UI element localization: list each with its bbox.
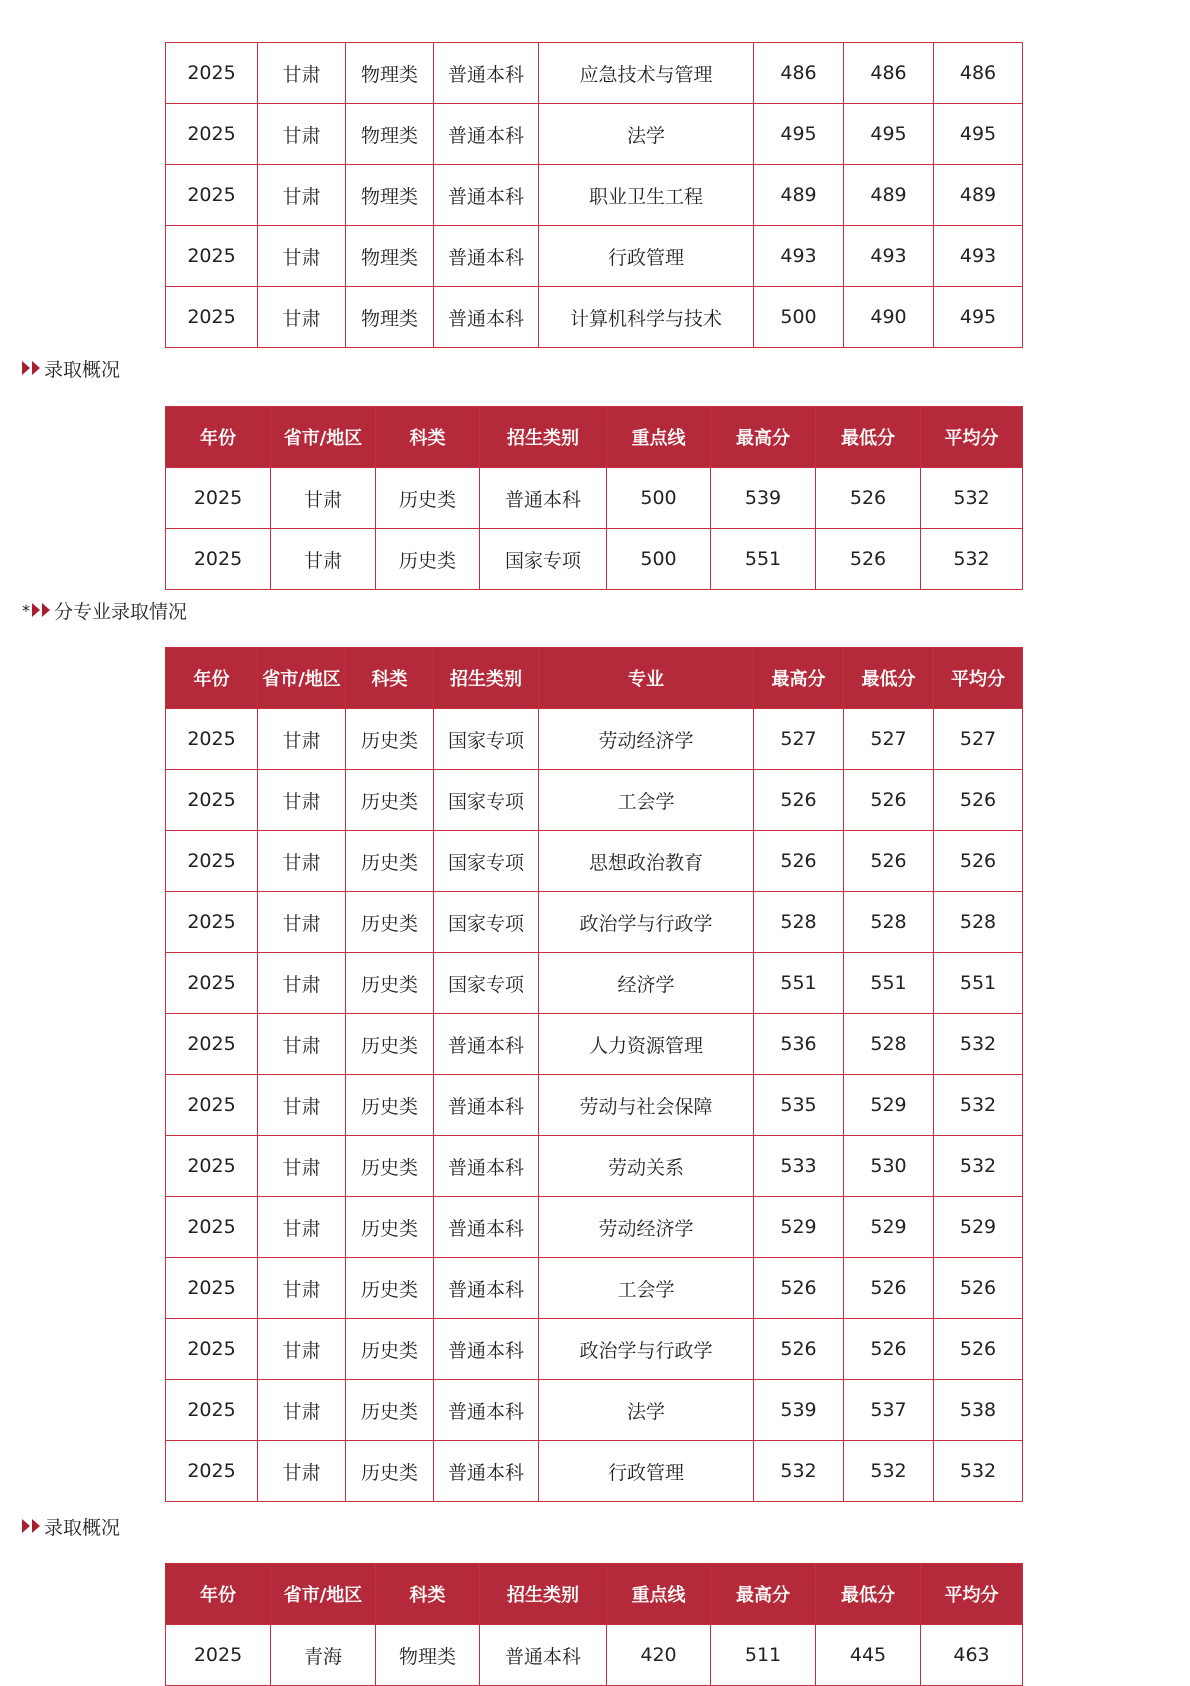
table-cell: 500 (607, 468, 711, 529)
section-heading-admission-overview-2 (22, 1513, 120, 1539)
table-cell: 甘肃 (258, 892, 346, 953)
table-row (166, 1136, 1023, 1197)
table-row (166, 529, 1023, 590)
table-cell: 甘肃 (258, 104, 346, 165)
table-cell: 行政管理 (539, 226, 754, 287)
table-cell: 甘肃 (258, 43, 346, 104)
table-cell: 国家专项 (434, 831, 539, 892)
table-cell: 535 (754, 1075, 844, 1136)
column-header: 重点线 (607, 407, 711, 468)
table-cell: 历史类 (346, 1380, 434, 1441)
table-cell: 486 (934, 43, 1023, 104)
table-cell: 国家专项 (434, 892, 539, 953)
table-cell: 物理类 (346, 43, 434, 104)
table-cell: 甘肃 (258, 953, 346, 1014)
table-cell: 历史类 (346, 1075, 434, 1136)
table-cell: 539 (711, 468, 816, 529)
table-cell: 甘肃 (271, 468, 376, 529)
table-cell: 526 (934, 831, 1023, 892)
table-cell: 527 (754, 709, 844, 770)
table-row (166, 892, 1023, 953)
table-cell: 529 (934, 1197, 1023, 1258)
table-cell: 国家专项 (434, 709, 539, 770)
table-row (166, 1075, 1023, 1136)
triangle-icon (32, 361, 40, 375)
table-cell: 551 (844, 953, 934, 1014)
section-heading-text: 录取概况 (44, 1516, 121, 1539)
column-header: 最高分 (754, 648, 844, 709)
table-cell: 538 (934, 1380, 1023, 1441)
table-cell: 486 (754, 43, 844, 104)
table-cell: 2025 (166, 1380, 258, 1441)
triangle-icon (22, 361, 30, 375)
table-cell: 历史类 (346, 892, 434, 953)
table-row (166, 287, 1023, 348)
table-row (166, 1380, 1023, 1441)
table-cell: 2025 (166, 1319, 258, 1380)
admission-overview-table-qinghai (165, 1563, 1023, 1686)
table-cell: 526 (844, 831, 934, 892)
table-cell: 劳动经济学 (539, 709, 754, 770)
table-cell: 2025 (166, 1014, 258, 1075)
section-heading-text: 录取概况 (44, 358, 121, 381)
table-cell: 历史类 (346, 1258, 434, 1319)
table-cell: 537 (844, 1380, 934, 1441)
table-cell: 2025 (166, 1075, 258, 1136)
table-cell: 历史类 (376, 468, 480, 529)
table-row (166, 831, 1023, 892)
table-cell: 历史类 (346, 1197, 434, 1258)
column-header: 最低分 (844, 648, 934, 709)
table-cell: 普通本科 (434, 1380, 539, 1441)
column-header: 平均分 (921, 1564, 1023, 1625)
table-row (166, 165, 1023, 226)
table-cell: 历史类 (346, 709, 434, 770)
table-cell: 495 (934, 104, 1023, 165)
table-cell: 工会学 (539, 1258, 754, 1319)
major-admission-table-history (165, 647, 1023, 1502)
table-cell: 劳动与社会保障 (539, 1075, 754, 1136)
table-cell: 527 (844, 709, 934, 770)
table-cell: 530 (844, 1136, 934, 1197)
table-cell: 劳动关系 (539, 1136, 754, 1197)
triangle-icon (32, 603, 40, 617)
table-cell: 普通本科 (434, 104, 539, 165)
table-cell: 政治学与行政学 (539, 892, 754, 953)
section-heading-text: 分专业录取情况 (54, 600, 188, 623)
table-cell: 528 (934, 892, 1023, 953)
table-cell: 489 (934, 165, 1023, 226)
table-row (166, 43, 1023, 104)
header-row (166, 407, 1023, 468)
table-cell: 甘肃 (258, 1075, 346, 1136)
table-cell: 2025 (166, 1197, 258, 1258)
table-cell: 行政管理 (539, 1441, 754, 1502)
table-cell: 532 (921, 529, 1023, 590)
table-cell: 普通本科 (434, 226, 539, 287)
table-row (166, 1258, 1023, 1319)
table-cell: 528 (844, 892, 934, 953)
table-cell: 历史类 (346, 1136, 434, 1197)
table-cell: 职业卫生工程 (539, 165, 754, 226)
table-cell: 526 (934, 770, 1023, 831)
section-heading-major-admission (22, 597, 187, 623)
table-cell: 2025 (166, 226, 258, 287)
table-cell: 489 (754, 165, 844, 226)
major-admission-table-physics (165, 42, 1023, 348)
table-cell: 463 (921, 1625, 1023, 1686)
column-header: 年份 (166, 648, 258, 709)
table-cell: 2025 (166, 1625, 271, 1686)
table-cell: 甘肃 (258, 165, 346, 226)
table-row (166, 1197, 1023, 1258)
table-cell: 527 (934, 709, 1023, 770)
table-cell: 物理类 (346, 104, 434, 165)
column-header: 省市/地区 (271, 407, 376, 468)
table-cell: 489 (844, 165, 934, 226)
table-cell: 532 (754, 1441, 844, 1502)
triangle-icon (22, 1519, 30, 1533)
table-cell: 486 (844, 43, 934, 104)
table-cell: 526 (934, 1258, 1023, 1319)
table-cell: 甘肃 (258, 1319, 346, 1380)
table-cell: 物理类 (376, 1625, 480, 1686)
table-cell: 529 (754, 1197, 844, 1258)
table-cell: 计算机科学与技术 (539, 287, 754, 348)
table-cell: 甘肃 (271, 529, 376, 590)
column-header: 科类 (376, 407, 480, 468)
table-cell: 532 (934, 1075, 1023, 1136)
table-cell: 532 (921, 468, 1023, 529)
table-cell: 历史类 (346, 953, 434, 1014)
table-cell: 工会学 (539, 770, 754, 831)
column-header: 最高分 (711, 407, 816, 468)
table-cell: 甘肃 (258, 709, 346, 770)
table-cell: 526 (844, 770, 934, 831)
table-cell: 445 (816, 1625, 921, 1686)
table-cell: 500 (754, 287, 844, 348)
table-cell: 2025 (166, 1258, 258, 1319)
table-cell: 532 (934, 1441, 1023, 1502)
column-header: 省市/地区 (258, 648, 346, 709)
table-cell: 历史类 (346, 831, 434, 892)
table-cell: 493 (844, 226, 934, 287)
table-cell: 甘肃 (258, 1136, 346, 1197)
table-cell: 526 (754, 831, 844, 892)
table-cell: 532 (934, 1014, 1023, 1075)
column-header: 年份 (166, 407, 271, 468)
column-header: 专业 (539, 648, 754, 709)
triangle-icon (42, 603, 50, 617)
table-cell: 普通本科 (480, 1625, 607, 1686)
table-cell: 528 (844, 1014, 934, 1075)
table-cell: 526 (844, 1258, 934, 1319)
table-cell: 533 (754, 1136, 844, 1197)
column-header: 年份 (166, 1564, 271, 1625)
table-cell: 2025 (166, 43, 258, 104)
column-header: 招生类别 (480, 407, 607, 468)
table-cell: 历史类 (346, 1319, 434, 1380)
table-cell: 2025 (166, 104, 258, 165)
table-cell: 2025 (166, 1136, 258, 1197)
header-row (166, 648, 1023, 709)
column-header: 平均分 (934, 648, 1023, 709)
table-cell: 528 (754, 892, 844, 953)
table-row (166, 1014, 1023, 1075)
table-cell: 493 (934, 226, 1023, 287)
table-cell: 490 (844, 287, 934, 348)
table-cell: 2025 (166, 831, 258, 892)
table-cell: 思想政治教育 (539, 831, 754, 892)
table-cell: 普通本科 (434, 1075, 539, 1136)
table-cell: 国家专项 (434, 770, 539, 831)
table-cell: 普通本科 (434, 1014, 539, 1075)
table-cell: 420 (607, 1625, 711, 1686)
table-cell: 2025 (166, 953, 258, 1014)
section-heading-admission-overview (22, 355, 120, 381)
column-header: 招生类别 (480, 1564, 607, 1625)
table-cell: 普通本科 (434, 1258, 539, 1319)
table-cell: 历史类 (346, 1014, 434, 1075)
column-header: 最高分 (711, 1564, 816, 1625)
table-cell: 甘肃 (258, 287, 346, 348)
table-cell: 2025 (166, 1441, 258, 1502)
column-header: 最低分 (816, 1564, 921, 1625)
table-cell: 普通本科 (434, 1136, 539, 1197)
triangle-icon (32, 1519, 40, 1533)
table-cell: 甘肃 (258, 1258, 346, 1319)
table-cell: 政治学与行政学 (539, 1319, 754, 1380)
table-cell: 551 (934, 953, 1023, 1014)
table-cell: 500 (607, 529, 711, 590)
table-cell: 经济学 (539, 953, 754, 1014)
table-cell: 539 (754, 1380, 844, 1441)
table-cell: 493 (754, 226, 844, 287)
table-cell: 甘肃 (258, 770, 346, 831)
table-row (166, 770, 1023, 831)
table-cell: 普通本科 (434, 43, 539, 104)
table-cell: 2025 (166, 770, 258, 831)
table-cell: 529 (844, 1075, 934, 1136)
asterisk-mark: * (22, 600, 30, 620)
table-row (166, 226, 1023, 287)
table-cell: 历史类 (376, 529, 480, 590)
table-cell: 526 (934, 1319, 1023, 1380)
table-cell: 普通本科 (434, 287, 539, 348)
table-cell: 甘肃 (258, 1441, 346, 1502)
table-cell: 甘肃 (258, 226, 346, 287)
table-cell: 普通本科 (434, 165, 539, 226)
table-row (166, 1625, 1023, 1686)
table-cell: 甘肃 (258, 1014, 346, 1075)
table-cell: 甘肃 (258, 1197, 346, 1258)
table-cell: 2025 (166, 287, 258, 348)
table-cell: 法学 (539, 104, 754, 165)
table-cell: 历史类 (346, 770, 434, 831)
table-cell: 526 (754, 1319, 844, 1380)
table-row (166, 953, 1023, 1014)
column-header: 招生类别 (434, 648, 539, 709)
table-cell: 2025 (166, 165, 258, 226)
table-cell: 526 (844, 1319, 934, 1380)
table-cell: 普通本科 (434, 1197, 539, 1258)
table-cell: 甘肃 (258, 1380, 346, 1441)
table-cell: 物理类 (346, 287, 434, 348)
table-cell: 536 (754, 1014, 844, 1075)
table-cell: 物理类 (346, 165, 434, 226)
table-cell: 495 (844, 104, 934, 165)
table-cell: 2025 (166, 892, 258, 953)
table-cell: 526 (816, 468, 921, 529)
table-cell: 526 (816, 529, 921, 590)
table-cell: 人力资源管理 (539, 1014, 754, 1075)
table-cell: 526 (754, 770, 844, 831)
table-row (166, 1319, 1023, 1380)
header-row (166, 1564, 1023, 1625)
table-cell: 532 (934, 1136, 1023, 1197)
table-cell: 532 (844, 1441, 934, 1502)
table-cell: 2025 (166, 709, 258, 770)
column-header: 重点线 (607, 1564, 711, 1625)
table-cell: 495 (934, 287, 1023, 348)
column-header: 平均分 (921, 407, 1023, 468)
table-cell: 526 (754, 1258, 844, 1319)
column-header: 省市/地区 (271, 1564, 376, 1625)
table-cell: 529 (844, 1197, 934, 1258)
table-cell: 劳动经济学 (539, 1197, 754, 1258)
table-cell: 应急技术与管理 (539, 43, 754, 104)
table-cell: 511 (711, 1625, 816, 1686)
table-cell: 甘肃 (258, 831, 346, 892)
table-cell: 普通本科 (434, 1441, 539, 1502)
table-cell: 551 (754, 953, 844, 1014)
table-cell: 国家专项 (434, 953, 539, 1014)
admission-overview-table-history (165, 406, 1023, 590)
table-cell: 551 (711, 529, 816, 590)
table-cell: 物理类 (346, 226, 434, 287)
table-row (166, 468, 1023, 529)
table-row (166, 1441, 1023, 1502)
column-header: 科类 (346, 648, 434, 709)
table-cell: 2025 (166, 468, 271, 529)
table-cell: 495 (754, 104, 844, 165)
table-cell: 普通本科 (480, 468, 607, 529)
table-cell: 国家专项 (480, 529, 607, 590)
table-cell: 法学 (539, 1380, 754, 1441)
column-header: 科类 (376, 1564, 480, 1625)
table-row (166, 104, 1023, 165)
table-cell: 普通本科 (434, 1319, 539, 1380)
table-row (166, 709, 1023, 770)
column-header: 最低分 (816, 407, 921, 468)
table-cell: 青海 (271, 1625, 376, 1686)
table-cell: 2025 (166, 529, 271, 590)
table-cell: 历史类 (346, 1441, 434, 1502)
